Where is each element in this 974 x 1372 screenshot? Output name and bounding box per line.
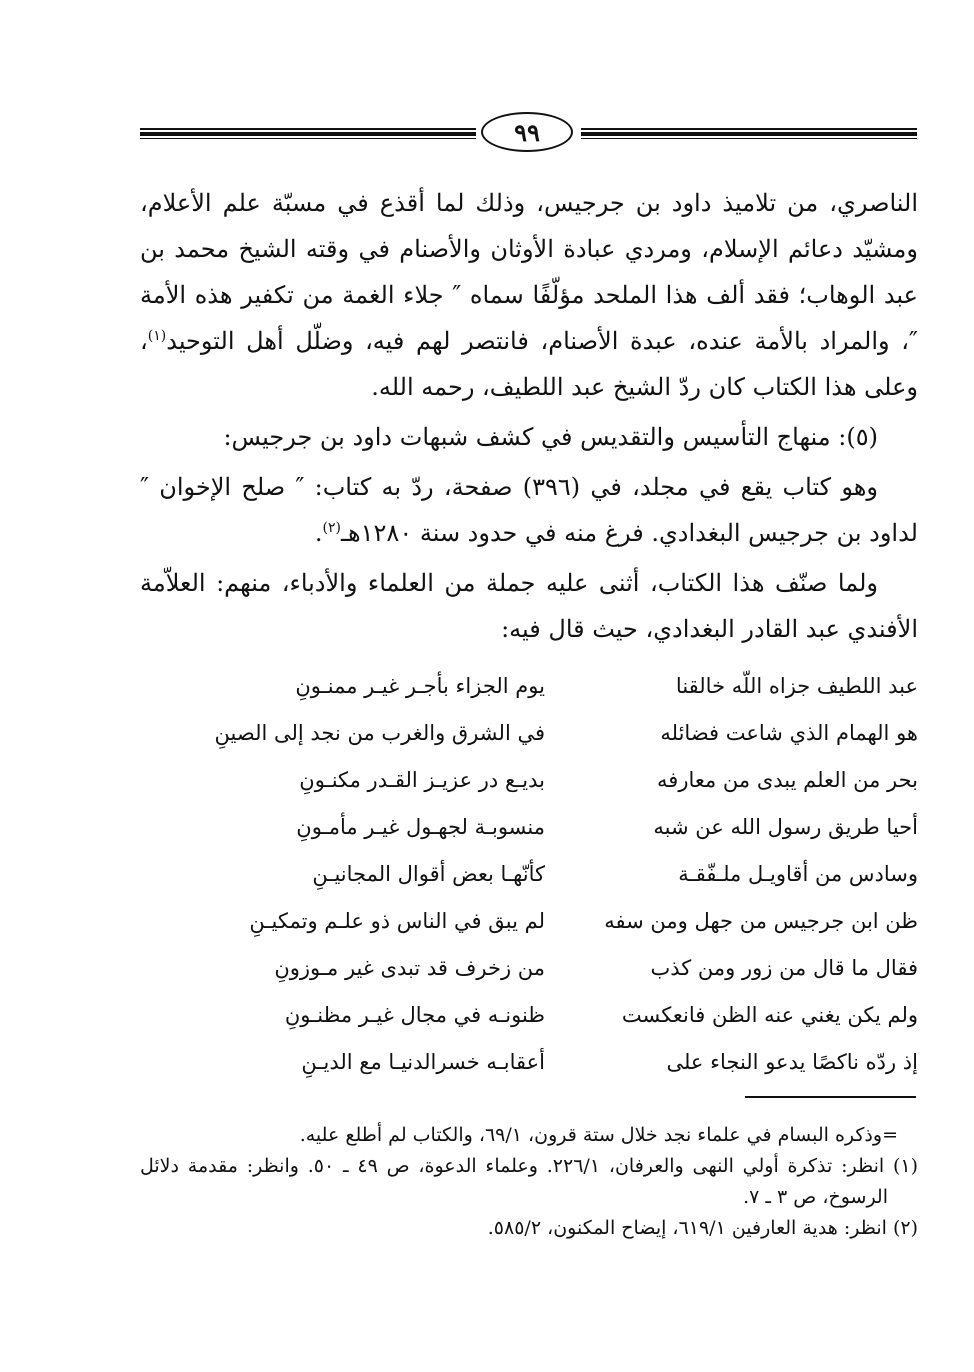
verse-second-half: ظنونـه في مجال غيـر مظنـونِ — [284, 1002, 545, 1027]
header-rule-right — [581, 128, 917, 139]
footnote-ref-1: (١) — [147, 328, 167, 344]
verse — [140, 756, 918, 803]
verse-second-half: في الشرق والغرب من نجد إلى الصينِ — [214, 720, 545, 745]
paragraph-2 — [140, 464, 918, 556]
paragraph-1 — [140, 180, 918, 410]
header-rule-left — [140, 128, 476, 139]
verse-first-half: عبد اللطيف جزاه اللّه خالقنا — [675, 673, 918, 698]
footnote-2: (٢) انظر: هدية العارفين ٦١٩/١، إيضاح المكنون، ٥٨٥/٢. — [487, 1217, 918, 1239]
main-text — [140, 180, 918, 1085]
paragraph-1-text: الناصري، من تلاميذ داود بن جرجيس، وذلك لما أقذع في مسبّة علم الأعلام، ومشيّد دعائم الإسلام، ومردي عبادة الأوثان والأصنام في وقته الشيخ محمد بن عبد الوهاب؛ فقد ألف هذا الملحد مؤلّفًا سماه ″ جلاء الغمة من تكفير هذه الأمة ″، والمراد بالأمة عنده، عبدة الأصنام، فانتصر لهم فيه، وضلّل أهل التوحيد — [140, 189, 918, 355]
verse-first-half: وسادس من أقاويـل ملـفّقـة — [678, 861, 918, 886]
paragraph-3: ولما صنّف هذا الكتاب، أثنى عليه جملة من العلماء والأدباء، منهم: العلاّمة الأفندي عبد القادر البغدادي، حيث قال فيه: — [140, 569, 918, 643]
verse-first-half: ظن ابن جرجيس من جهل ومن سفه — [604, 908, 918, 933]
verse — [140, 662, 918, 709]
verse-first-half: إذ ردّه ناكصًا يدعو النجاء على — [666, 1049, 918, 1074]
verse — [140, 709, 918, 756]
verse — [140, 803, 918, 850]
footnotes — [140, 1120, 918, 1244]
paragraph-1-end: ، وعلى هذا الكتاب كان ردّ الشيخ عبد اللطيف، رحمه الله. — [140, 327, 918, 401]
verse — [140, 897, 918, 944]
footnote-1: (١) انظر: تذكرة أولي النهى والعرفان، ٢٢٦/١. وعلماء الدعوة، ص ٤٩ ـ ٥٠. وانظر: مقدمة دلائل الرسوخ، ص ٣ ـ ٧. — [140, 1155, 918, 1208]
paragraph-2-text: وهو كتاب يقع في مجلد، في (٣٩٦) صفحة، ردّ به كتاب: ″ صلح الإخوان ″ لداود بن جرجيس البغدادي. فرغ منه في حدود سنة ١٢٨٠هـ — [140, 473, 918, 547]
paragraph-2-end: . — [314, 519, 323, 547]
verse-second-half: بديـع در عزيـز القـدر مكنـونِ — [299, 767, 545, 792]
poem — [140, 662, 918, 1085]
verse-first-half: هو الهمام الذي شاعت فضائله — [660, 720, 918, 745]
verse-second-half: منسوبـة لجهـول غيـر مأمـونِ — [296, 814, 545, 839]
verse-first-half: فقال ما قال من زور ومن كذب — [650, 955, 918, 980]
verse — [140, 991, 918, 1038]
verse-second-half: أعقابـه خسرالدنيـا مع الديـنِ — [301, 1049, 545, 1074]
verse-first-half: أحيا طريق رسول الله عن شبه — [653, 814, 918, 839]
page-header — [140, 112, 917, 162]
verse — [140, 944, 918, 991]
footnote-divider — [745, 1096, 916, 1098]
page-number: ٩٩ — [481, 112, 573, 152]
verse-second-half: كأنّهـا بعض أقوال المجانيـنِ — [312, 861, 545, 886]
section-heading: (٥): منهاج التأسيس والتقديس في كشف شبهات داود بن جرجيس: — [223, 423, 878, 451]
verse-second-half: يوم الجزاء بأجـر غيـر ممنـونِ — [295, 673, 545, 698]
verse-first-half: ولم يكن يغني عنه الظن فانعكست — [621, 1002, 918, 1027]
verse-second-half: لم يبق في الناس ذو علـم وتمكيـنِ — [249, 908, 545, 933]
footnote-continuation: =وذكره البسام في علماء نجد خلال ستة قرون، ٦٩/١، والكتاب لم أطلع عليه. — [299, 1124, 898, 1146]
footnote-ref-2: (٢) — [322, 520, 341, 536]
verse — [140, 1038, 918, 1085]
verse-second-half: من زخرف قد تبدى غير مـوزونِ — [274, 955, 545, 980]
verse-first-half: بحر من العلم يبدى من معارفه — [657, 767, 918, 792]
verse — [140, 850, 918, 897]
